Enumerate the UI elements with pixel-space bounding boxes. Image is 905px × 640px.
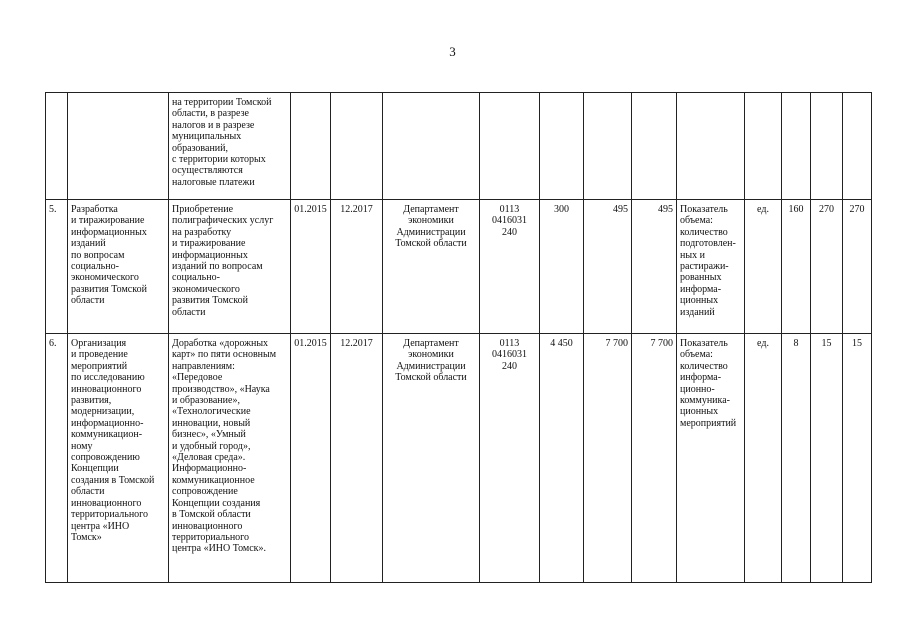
unit: ед.: [745, 334, 782, 583]
funding-2015: 4 450: [540, 334, 584, 583]
end-date: [331, 93, 383, 200]
funding-2016: 7 700: [584, 334, 632, 583]
indicator-2017: 15: [843, 334, 872, 583]
row-number: 5.: [46, 200, 68, 334]
table-row: [46, 200, 872, 334]
row-number: [46, 93, 68, 200]
indicator: [677, 93, 745, 200]
funding-2015: 300: [540, 200, 584, 334]
indicator-2016: [811, 93, 843, 200]
funding-2017: 495: [632, 200, 677, 334]
unit: ед.: [745, 200, 782, 334]
table-row: [46, 334, 872, 583]
funding-2015: [540, 93, 584, 200]
indicator-2016: 15: [811, 334, 843, 583]
measures-table: [45, 92, 872, 583]
budget-code: 0113 0416031 240: [480, 200, 540, 334]
executor: Департамент экономики Администрации Томской области: [383, 334, 480, 583]
action-description: на территории Томской области, в разрезе налогов и в разрезе муниципальных образований, с территории которых осуществляются налоговые платежи: [169, 93, 291, 200]
action-description: Доработка «дорожных карт» по пяти основным направлениям: «Передовое производство», «Наука и образование», «Технологические инновации, новый бизнес», «Умный и удобный город», «Деловая среда». Информационно- коммуникационное сопровождение Концепции создания в Томской области инновационного территориального центра «ИНО Томск».: [169, 334, 291, 583]
table-row: [46, 93, 872, 200]
unit: [745, 93, 782, 200]
indicator-2015: [782, 93, 811, 200]
indicator-2016: 270: [811, 200, 843, 334]
executor: [383, 93, 480, 200]
executor: Департамент экономики Администрации Томской области: [383, 200, 480, 334]
indicator-2015: 160: [782, 200, 811, 334]
indicator: Показатель объема: количество подготовлен- ных и растиражи- рованных информа- ционных изданий: [677, 200, 745, 334]
funding-2017: 7 700: [632, 334, 677, 583]
funding-2017: [632, 93, 677, 200]
start-date: 01.2015: [291, 334, 331, 583]
funding-2016: 495: [584, 200, 632, 334]
action-description: Приобретение полиграфических услуг на разработку и тиражирование информационных изданий по вопросам социально- экономического развития Томской области: [169, 200, 291, 334]
indicator-2015: 8: [782, 334, 811, 583]
end-date: 12.2017: [331, 200, 383, 334]
measure-name: [68, 93, 169, 200]
row-number: 6.: [46, 334, 68, 583]
budget-code: 0113 0416031 240: [480, 334, 540, 583]
page-number: 3: [449, 44, 456, 59]
funding-2016: [584, 93, 632, 200]
budget-code: [480, 93, 540, 200]
indicator-2017: [843, 93, 872, 200]
start-date: 01.2015: [291, 200, 331, 334]
indicator-2017: 270: [843, 200, 872, 334]
indicator: Показатель объема: количество информа- ционно- коммуника- ционных мероприятий: [677, 334, 745, 583]
measure-name: Разработка и тиражирование информационных изданий по вопросам социально- экономического развития Томской области: [68, 200, 169, 334]
start-date: [291, 93, 331, 200]
measure-name: Организация и проведение мероприятий по исследованию инновационного развития, модернизации, информационно- коммуникацион- ному сопровождению Концепции создания в Томской области инновационного территориального центра «ИНО Томск»: [68, 334, 169, 583]
end-date: 12.2017: [331, 334, 383, 583]
